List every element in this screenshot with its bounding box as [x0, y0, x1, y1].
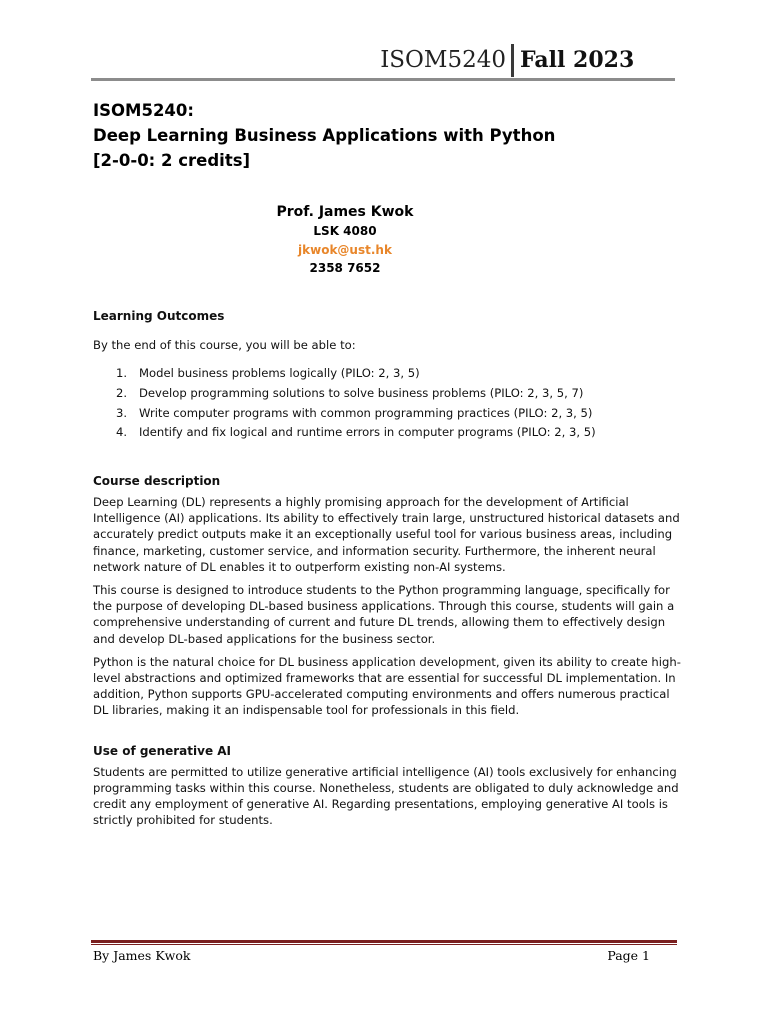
document-body	[93, 308, 683, 829]
learning-outcomes-intro: By the end of this course, you will be able to:	[93, 338, 356, 353]
footer-rule-thin	[91, 944, 677, 945]
header-term: Fall 2023	[520, 47, 635, 73]
generative-ai-paragraph: Students are permitted to utilize generative artificial intelligence (AI) tools exclusively for enhancing programming tasks within this course. Nonetheless, students are obligated to duly acknowledge and credit any employment of generative AI. Regarding presentations, employing generative AI tools is strictly prohibited for students.	[93, 764, 679, 828]
instructor-name: Prof. James Kwok	[276, 204, 414, 220]
course-description-paragraph-1: Deep Learning (DL) represents a highly promising approach for the development of Artificial Intelligence (AI) applications. Its ability to effectively train large, unstructured historical datasets and accurately predict outputs make it an exceptionally useful tool for various business areas, including finance, marketing, customer service, and information security. Furthermore, the inherent neural network nature of DL enables it to outperform existing non-AI systems.	[93, 494, 680, 574]
list-item-number: 3.	[115, 405, 127, 420]
list-item-number: 1.	[115, 366, 127, 381]
header-divider	[511, 44, 514, 77]
header-course-code: ISOM5240	[380, 47, 506, 73]
list-item-text: Develop programming solutions to solve business problems (PILO: 2, 3, 5, 7)	[139, 386, 584, 400]
course-description-heading: Course description	[93, 473, 221, 488]
course-title-name: Deep Learning Business Applications with Python	[93, 126, 556, 145]
list-item	[93, 404, 683, 424]
course-description-paragraph-2: This course is designed to introduce students to the Python programming language, specifically for the purpose of developing DL-based business applications. Through this course, students will gain a comprehensive understanding of current and future DL trends, allowing them to effectively design and develop DL-based applications for the business sector.	[93, 583, 675, 646]
learning-outcomes-heading: Learning Outcomes	[93, 309, 225, 323]
list-item	[93, 384, 683, 404]
course-credits: [2-0-0: 2 credits]	[93, 151, 251, 170]
list-item-number: 2.	[115, 386, 127, 400]
list-item-text: Write computer programs with common programming practices (PILO: 2, 3, 5)	[139, 405, 593, 420]
instructor-email-link[interactable]: jkwok@ust.hk	[298, 242, 392, 257]
learning-outcomes-list	[93, 364, 683, 442]
footer-page-number: Page 1	[607, 948, 650, 963]
header-rule	[91, 78, 675, 81]
footer-author: By James Kwok	[93, 948, 191, 963]
list-item-text: Identify and fix logical and runtime errors in computer programs (PILO: 2, 3, 5)	[139, 425, 596, 440]
list-item	[93, 423, 683, 443]
instructor-office: LSK 4080	[313, 224, 377, 238]
course-title	[93, 98, 555, 173]
page-header	[0, 44, 768, 80]
generative-ai-heading: Use of generative AI	[93, 743, 232, 758]
instructor-phone: 2358 7652	[309, 261, 381, 275]
course-description-paragraph-3: Python is the natural choice for DL business application development, given its ability to create high-level abstractions and optimized frameworks that are essential for successful DL implementation. In addition, Python supports GPU-accelerated computing environments and offers numerous practical DL libraries, making it an indispensable tool for professionals in this field.	[93, 654, 681, 718]
course-title-code: ISOM5240:	[93, 101, 194, 120]
list-item-number: 4.	[115, 425, 127, 440]
instructor-block	[0, 202, 690, 278]
footer-rule	[91, 940, 677, 943]
list-item-text: Model business problems logically (PILO: 2, 3, 5)	[139, 366, 420, 381]
list-item	[93, 364, 683, 384]
